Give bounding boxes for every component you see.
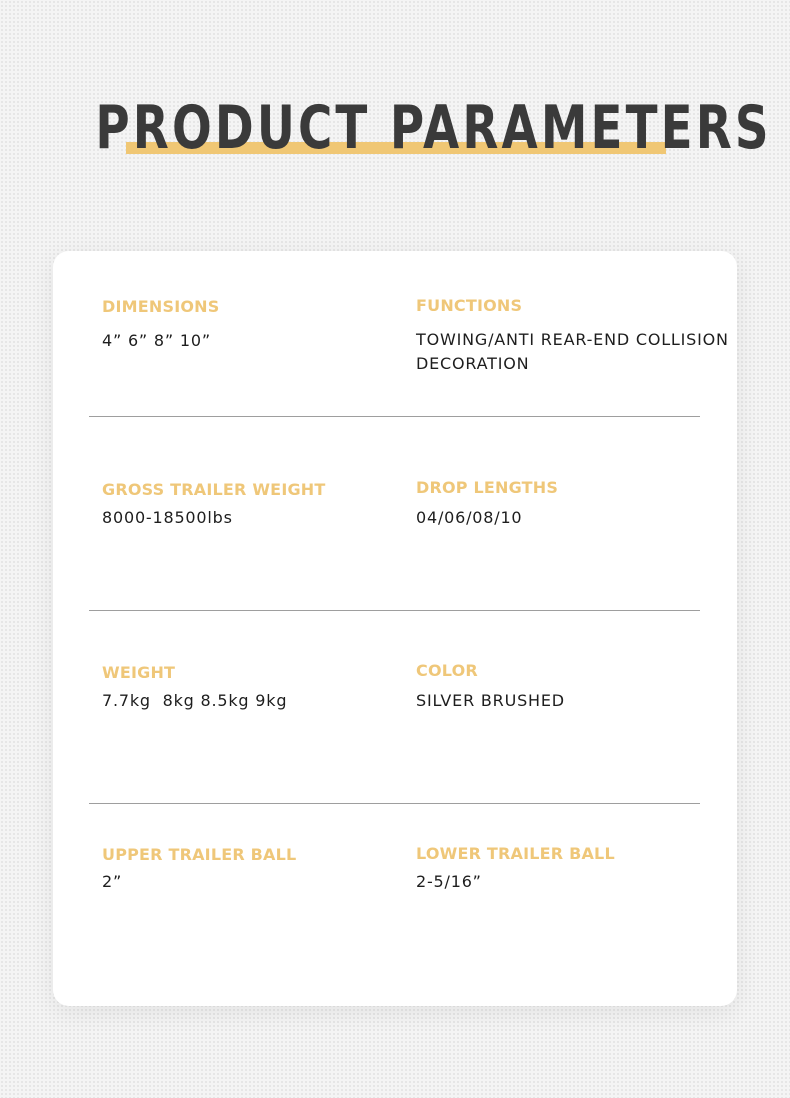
spec-label: WEIGHT	[102, 663, 176, 682]
spec-functions	[416, 296, 729, 376]
spec-weight	[102, 663, 287, 713]
spec-lower-trailer-ball	[416, 844, 615, 894]
spec-value: TOWING/ANTI REAR-END COLLISION DECORATION	[416, 330, 729, 373]
spec-label: DIMENSIONS	[102, 297, 220, 316]
spec-label: LOWER TRAILER BALL	[416, 844, 615, 863]
spec-value: 2-5/16”	[416, 872, 482, 891]
title-area	[0, 92, 790, 164]
parameters-card	[53, 251, 737, 1006]
spec-upper-trailer-ball	[102, 845, 296, 894]
page-title-text: PRODUCT PARAMETERS	[95, 93, 772, 163]
spec-label: COLOR	[416, 661, 478, 680]
row-divider	[89, 610, 700, 611]
spec-value: 2”	[102, 872, 123, 891]
spec-label: UPPER TRAILER BALL	[102, 845, 297, 864]
spec-gross-trailer-weight	[102, 480, 326, 530]
page-title	[95, 92, 771, 164]
spec-value: 04/06/08/10	[416, 508, 523, 527]
spec-value: SILVER BRUSHED	[416, 691, 565, 710]
spec-value: 8000-18500lbs	[102, 508, 233, 527]
spec-drop-lengths	[416, 478, 558, 530]
spec-label: FUNCTIONS	[416, 296, 523, 315]
spec-value: 4” 6” 8” 10”	[102, 331, 211, 350]
spec-value: 7.7kg 8kg 8.5kg 9kg	[102, 691, 288, 710]
row-divider	[89, 416, 700, 417]
spec-label: DROP LENGTHS	[416, 478, 559, 497]
spec-color	[416, 661, 565, 713]
row-divider	[89, 803, 700, 804]
spec-dimensions	[102, 297, 219, 353]
spec-label: GROSS TRAILER WEIGHT	[102, 480, 326, 499]
